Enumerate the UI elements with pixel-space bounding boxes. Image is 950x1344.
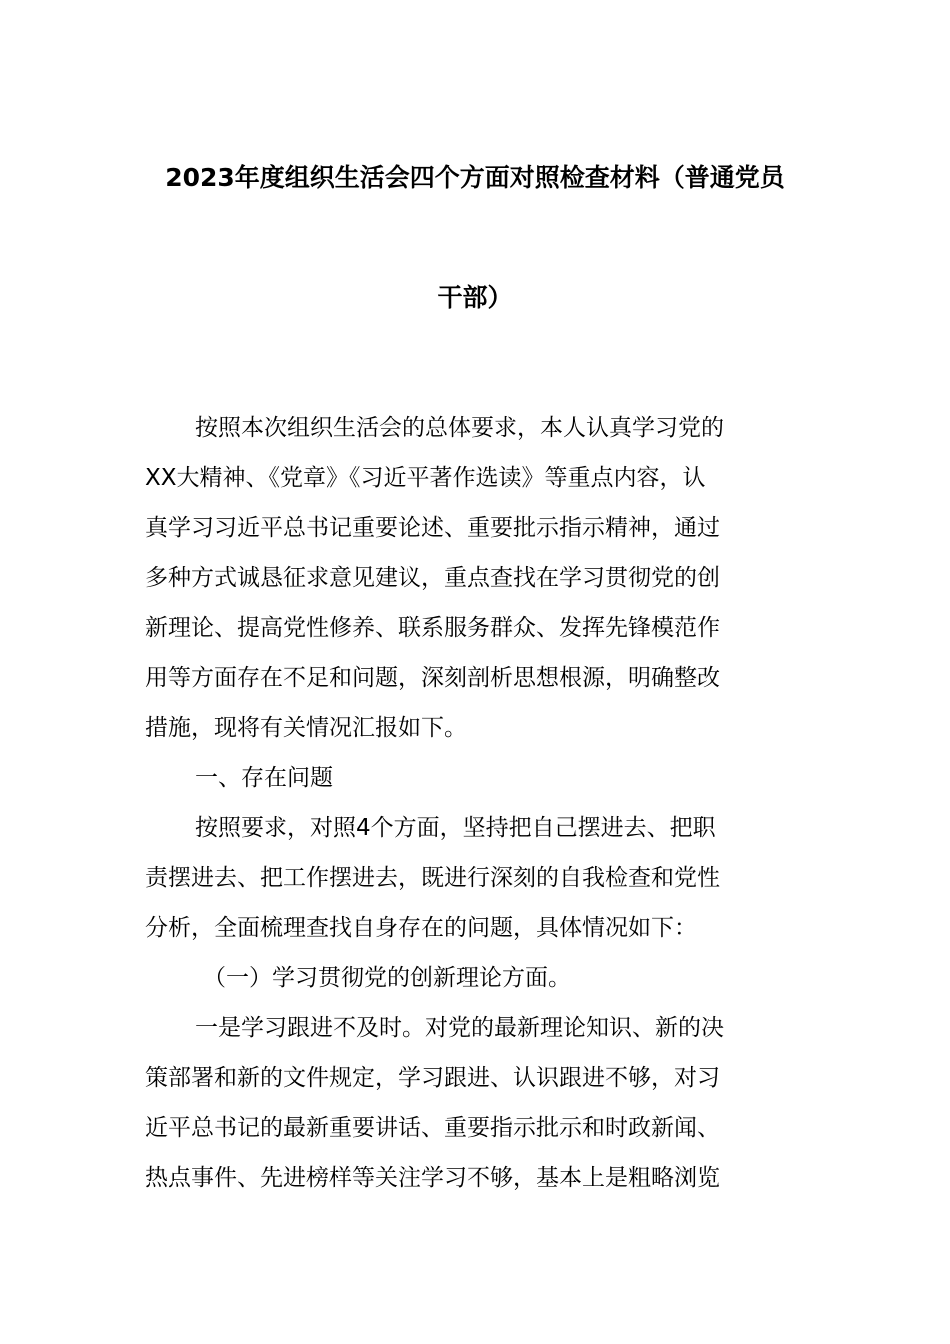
paragraph-line: 近平总书记的最新重要讲话、重要指示批示和时政新闻、 <box>145 1115 720 1141</box>
section-heading: 一、存在问题 <box>195 765 333 791</box>
paragraph-line: 策部署和新的文件规定，学习跟进、认识跟进不够，对习 <box>145 1065 720 1091</box>
paragraph-line: 热点事件、先进榜样等关注学习不够，基本上是粗略浏览 <box>145 1165 720 1191</box>
paragraph-line: 多种方式诚恳征求意见建议，重点查找在学习贯彻党的创 <box>145 565 720 591</box>
paragraph-line: 用等方面存在不足和问题，深刻剖析思想根源，明确整改 <box>145 665 720 691</box>
paragraph-line: XX大精神、《党章》《习近平著作选读》等重点内容，认 <box>145 465 706 491</box>
paragraph-line: 一是学习跟进不及时。对党的最新理论知识、新的决 <box>195 1015 724 1041</box>
document-title-line-1: 2023年度组织生活会四个方面对照检查材料（普通党员 <box>165 163 785 192</box>
paragraph-line: 新理论、提高党性修养、联系服务群众、发挥先锋模范作 <box>145 615 720 641</box>
paragraph-line: 责摆进去、把工作摆进去，既进行深刻的自我检查和党性 <box>145 865 720 891</box>
document-title-line-2: 干部） <box>437 283 513 312</box>
paragraph-line: 措施，现将有关情况汇报如下。 <box>145 715 467 741</box>
paragraph-line: 按照要求，对照4个方面，坚持把自己摆进去、把职 <box>195 815 716 841</box>
document-body <box>145 403 810 1203</box>
paragraph-line: 分析，全面梳理查找自身存在的问题，具体情况如下： <box>145 915 697 941</box>
paragraph-line: 真学习习近平总书记重要论述、重要批示指示精神，通过 <box>145 515 720 541</box>
paragraph-line: 按照本次组织生活会的总体要求，本人认真学习党的 <box>195 415 724 441</box>
subsection-heading: （一）学习贯彻党的创新理论方面。 <box>203 965 571 991</box>
